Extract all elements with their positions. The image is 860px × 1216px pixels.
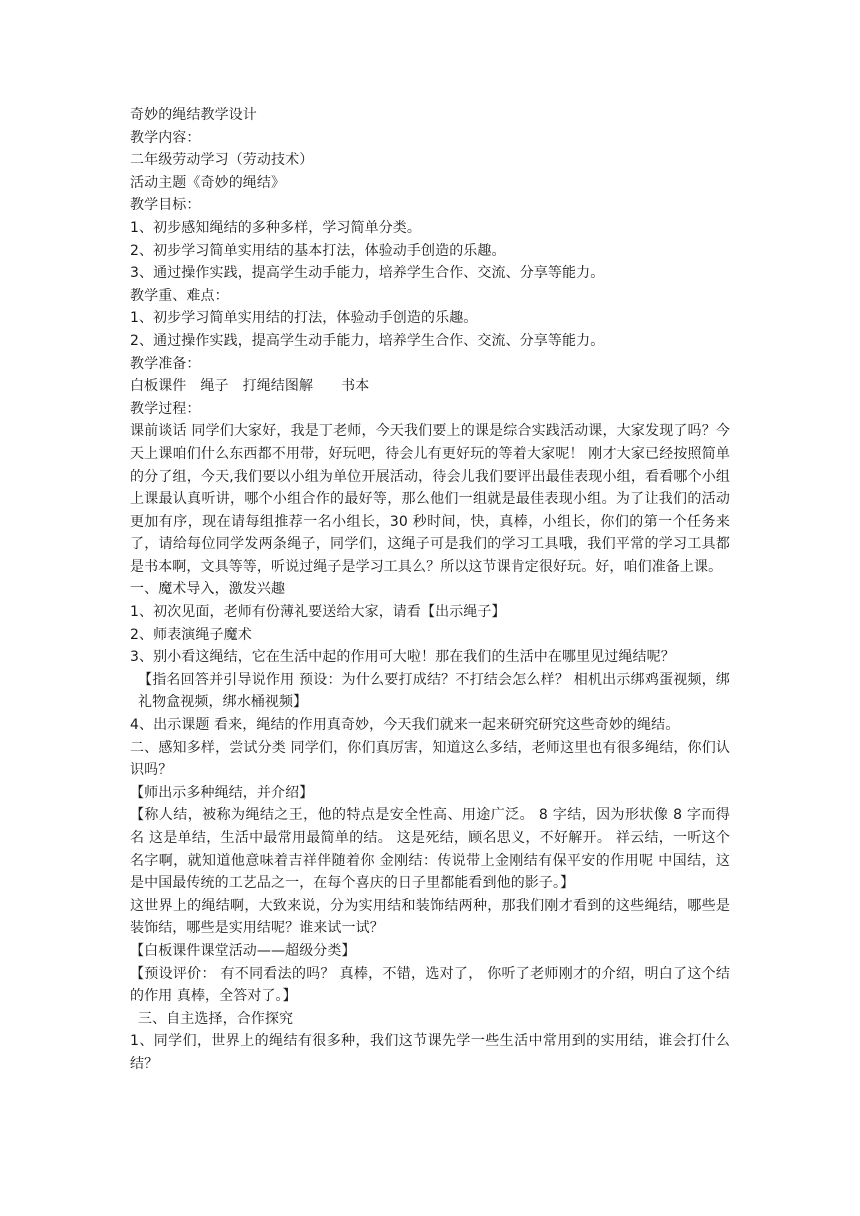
preparation-item: 打绳结图解 (242, 378, 314, 395)
section2-knot-introduction: 【称人结，被称为绳结之王，他的特点是安全性高、用途广泛。 8 字结，因为形状像 8 字而得名 这是单结，生活中最常用最简单的结。 这是死结，顾名思义，不好解开。 祥云结，一听这个名字啊，就知道他意味着吉祥伴随着你 金刚结：传说带上金刚结有保平安的作用呢 中国结，这是中国最传统的工艺品之一，在每个喜庆的日子里都能看到他的影子。】 (130, 807, 730, 892)
preparation-list (130, 375, 730, 398)
goals-heading: 教学目标： (130, 197, 201, 214)
preparation-item: 绳子 (200, 378, 229, 395)
goal-item: 3、通过操作实践，提高学生动手能力，培养学生合作、交流、分享等能力。 (130, 265, 605, 282)
document-body (130, 104, 730, 1076)
preparation-item: 白板课件 (130, 378, 187, 395)
process-heading: 教学过程： (130, 400, 201, 417)
section1-item: 1、初次见面，老师有份薄礼要送给大家，请看【出示绳子】 (130, 604, 506, 621)
intro-paragraph: 课前谈话 同学们大家好，我是丁老师，今天我们要上的课是综合实践活动课，大家发现了吗？今天上课咱们什么东西都不用带，好玩吧，待会儿有更好玩的等着大家呢！ 刚才大家已经按照简单的分了组，今天,我们要以小组为单位开展活动，待会儿我们要评出最佳表现小组，看看哪个小组上课最认真听讲，哪个小组合作的最好等，那么他们一组就是最佳表现小组。为了让我们的活动更加有序，现在请每组推荐一名小组长，30 秒时间，快，真棒，小组长，你们的第一个任务来了，请给每位同学发两条绳子，同学们，这绳子可是我们的学习工具哦，我们平常的学习工具都是书本啊，文具等等，听说过绳子是学习工具么？所以这节课肯定很好玩。好，咱们准备上课。 (130, 423, 730, 575)
key-point-item: 1、初步学习简单实用结的打法，体验动手创造的乐趣。 (130, 310, 478, 327)
section3-heading: 三、自主选择，合作探究 (138, 1010, 294, 1027)
section1-item: 2、师表演绳子魔术 (130, 626, 252, 643)
key-points-heading: 教学重、难点： (130, 287, 229, 304)
section2-paragraph: 二、感知多样，尝试分类 同学们，你们真厉害，知道这么多结，老师这里也有很多绳结，你们认识吗？ (130, 739, 730, 779)
section1-item: 4、出示课题 看来，绳结的作用真奇妙，今天我们就来一起来研究研究这些奇妙的绳结。 (130, 717, 680, 734)
content-heading: 教学内容： (130, 129, 201, 146)
key-point-item: 2、通过操作实践，提高学生动手能力，培养学生合作、交流、分享等能力。 (130, 332, 605, 349)
preparation-heading: 教学准备： (130, 355, 201, 372)
content-text: 二年级劳动学习（劳动技术） (130, 152, 314, 169)
section2-activity: 【白板课件课堂活动——超级分类】 (130, 942, 356, 959)
section3-item: 1、同学们，世界上的绳结有很多种，我们这节课先学一些生活中常用到的实用结，谁会打什么结？ (130, 1033, 730, 1072)
section2-show: 【师出示多种绳结，并介绍】 (130, 784, 314, 801)
section2-classify: 这世界上的绳结啊，大致来说，分为实用结和装饰结两种，那我们刚才看到的这些绳结，哪些是装饰结，哪些是实用结呢？谁来试一试？ (130, 897, 730, 937)
section1-heading: 一、魔术导入，激发兴趣 (130, 581, 286, 598)
goal-item: 2、初步学习简单实用结的基本打法，体验动手创造的乐趣。 (130, 242, 506, 259)
activity-theme: 活动主题《奇妙的绳结》 (130, 174, 286, 191)
goal-item: 1、初步感知绳结的多种多样，学习简单分类。 (130, 219, 422, 236)
section1-note: 【指名回答并引导说作用 预设：为什么要打成结？不打结会怎么样？ 相机出示绑鸡蛋视频，绑礼物盒视频，绑水桶视频】 (138, 671, 730, 711)
preparation-item: 书本 (341, 378, 370, 395)
section2-review: 【预设评价： 有不同看法的吗？ 真棒，不错，选对了， 你听了老师刚才的介绍，明白了这个结的作用 真棒，全答对了。】 (130, 965, 730, 1005)
section1-item: 3、别小看这绳结，它在生活中起的作用可大啦！那在我们的生活中在哪里见过绳结呢？ (130, 649, 675, 666)
document-title: 奇妙的绳结教学设计 (130, 107, 257, 123)
